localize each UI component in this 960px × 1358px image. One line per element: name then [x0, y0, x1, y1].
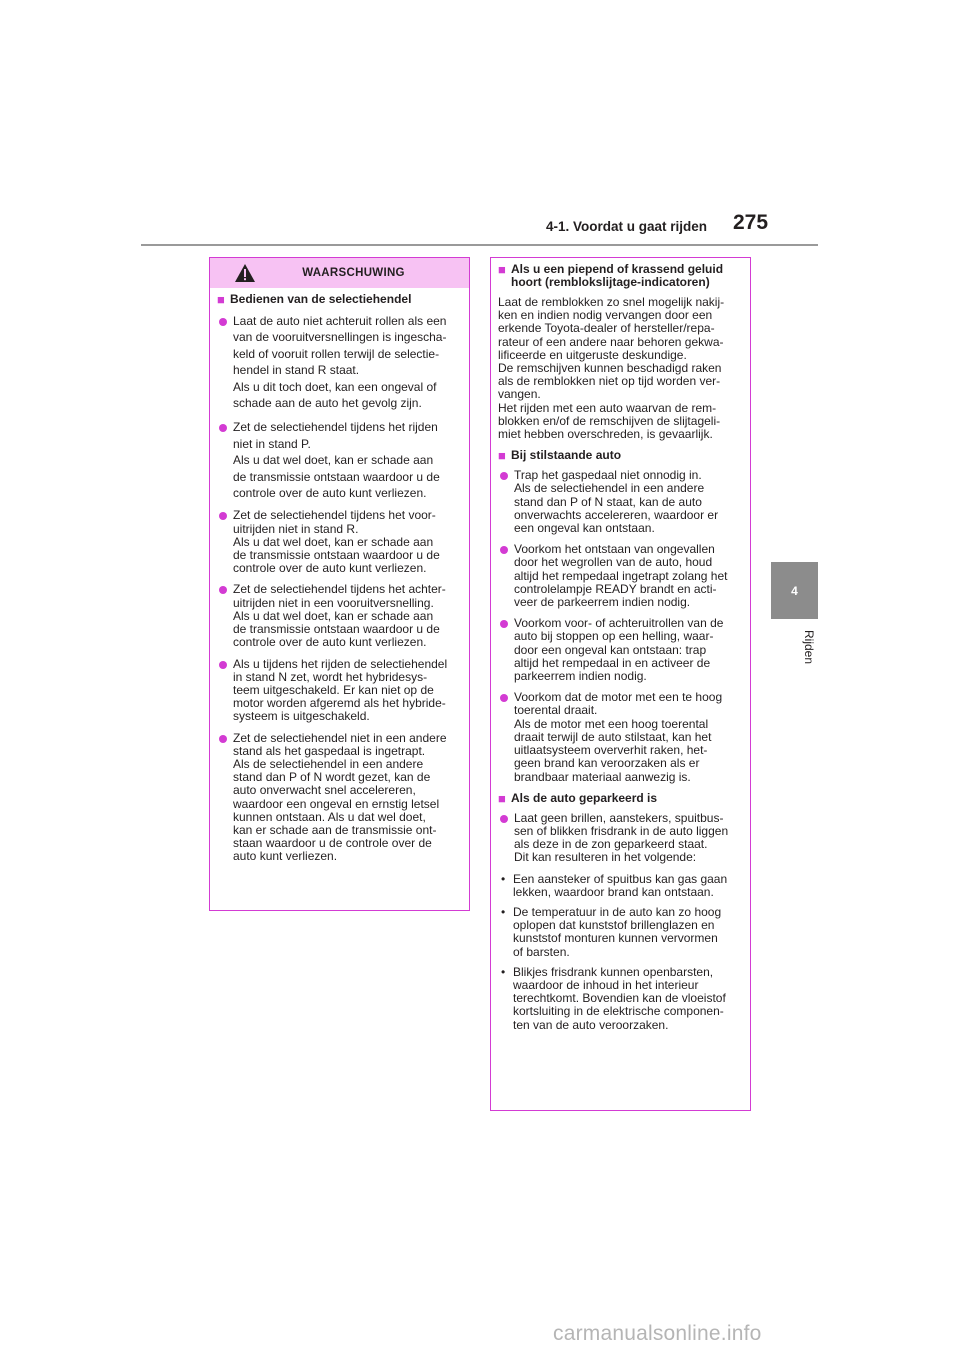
sub-bullet: [498, 966, 742, 1032]
warning-header: [210, 258, 469, 288]
round-bullet-icon: [219, 586, 227, 594]
sub-bullet-text: Een aansteker of spuitbus kan gas gaan lekken, waardoor brand kan ontstaan.: [513, 871, 728, 899]
round-bullet-icon: [500, 546, 508, 554]
small-bullet-icon: •: [501, 964, 506, 979]
square-bullet-icon: ■: [498, 448, 506, 464]
small-bullet-icon: •: [501, 904, 506, 919]
list-item: [217, 658, 461, 724]
list-item-text: Trap het gaspedaal niet onnodig in. Als de selectiehendel in een andere stand dan P of N staat, kan de auto onverwachts accelereren, waardoor er een ongeval kan ontstaan.: [514, 468, 719, 536]
section-title: 4-1. Voordat u gaat rijden: [546, 219, 708, 234]
chapter-tab: [771, 562, 818, 619]
list-item: [217, 419, 461, 501]
square-bullet-icon: ■: [217, 292, 225, 307]
section-heading-text: Als u een piepend of krassend geluid hoort (remblokslijtage-indicatoren): [511, 262, 724, 289]
list-item-text: Als u tijdens het rijden de selectiehendel in stand N zet, wordt het hybridesys- teem uitgeschakeld. Er kan niet op de motor worden afgeremd als het hybride- systeem is uitgeschakeld.: [233, 656, 448, 724]
round-bullet-icon: [219, 424, 227, 432]
page-number: 275: [733, 211, 769, 234]
chapter-number: 4: [791, 583, 798, 598]
round-bullet-icon: [219, 318, 227, 326]
header-divider: [141, 244, 818, 246]
section-heading-text: Als de auto geparkeerd is: [511, 790, 658, 805]
list-item: [498, 469, 742, 535]
round-bullet-icon: [500, 815, 508, 823]
paragraph: Laat de remblokken zo snel mogelijk nakij- ken en indien nodig vervangen door een erkende Toyota-dealer of hersteller/repa- rateur of een andere naar behoren gekwa- lificeerde en uitgeruste deskundige. De remschijven kunnen beschadigd raken als de remblokken niet op tijd worden ver- vangen. Het rijden met een auto waarvan de rem- blokken en/of de remschijven de slijtageli- miet hebben overschreden, is gevaarlijk.: [498, 295, 725, 442]
warning-box: [209, 257, 470, 911]
list-item-text: Zet de selectiehendel tijdens het voor- uitrijden niet in stand R. Als u dat wel doet, kan er schade aan de transmissie ontstaan waardoor u de controle over de auto kunt verliezen.: [233, 508, 440, 576]
list-item-text: Zet de selectiehendel tijdens het achter- uitrijden niet in een vooruitversnelling. Als u dat wel doet, kan er schade aan de transmissie ontstaan waardoor u de controle over de auto kunt verliezen.: [233, 582, 446, 650]
list-item: [498, 812, 742, 865]
round-bullet-icon: [219, 735, 227, 743]
list-item-text: Voorkom dat de motor met een te hoog toerental draait. Als de motor met een hoog toerental draait terwijl de auto stilstaat, kan het uitlaatsysteem oververhit raken, het- geen brand kan veroorzaken als er brandbaar materiaal aanwezig is.: [514, 690, 723, 784]
sub-bullet-text: Blikjes frisdrank kunnen openbarsten, waardoor de inhoud in het interieur terechtkomt. Bovendien kan de vloeistof kortsluiting in de elektrische componen- ten van de auto veroorzaken.: [513, 964, 726, 1032]
caution-box: [490, 257, 751, 1111]
section-heading: [217, 293, 461, 306]
section-heading: [498, 263, 742, 289]
round-bullet-icon: [500, 694, 508, 702]
section-heading-text: Bij stilstaande auto: [511, 448, 622, 463]
list-item: [498, 617, 742, 683]
list-item-text: Voorkom het ontstaan van ongevallen door het wegrollen van de auto, houd altijd het rempedaal ingetrapt zolang het controlelampje READY brandt en acti- veer de parkeerrem indien nodig.: [514, 542, 728, 610]
square-bullet-icon: ■: [498, 790, 506, 806]
small-bullet-icon: •: [501, 871, 506, 886]
sub-bullet: [498, 906, 742, 959]
sub-bullet-text: De temperatuur in de auto kan zo hoog oplopen dat kunststof brillenglazen en kunststof monturen kunnen vervormen of barsten.: [513, 904, 722, 959]
section-heading: [498, 449, 742, 462]
list-item-text: Zet de selectiehendel tijdens het rijden niet in stand P. Als u dat wel doet, kan er schade aan de transmissie ontstaan waardoor u de controle over de auto kunt verliezen.: [233, 420, 440, 501]
round-bullet-icon: [219, 512, 227, 520]
section-heading-text: Bedienen van de selectiehendel: [230, 292, 412, 306]
chapter-label: Rijden: [802, 630, 816, 665]
round-bullet-icon: [500, 620, 508, 628]
list-item: [217, 509, 461, 575]
list-item: [217, 313, 461, 411]
section-heading: [498, 792, 742, 805]
sub-bullet: [498, 873, 742, 899]
round-bullet-icon: [219, 661, 227, 669]
list-item: [217, 583, 461, 649]
watermark: carmanualsonline.info: [553, 1322, 762, 1345]
warning-triangle-icon: [234, 263, 256, 283]
list-item-text: Voorkom voor- of achteruitrollen van de auto bij stoppen op een helling, waar- door een ongeval kan ontstaan: trap altijd het rempedaal in en activeer de parkeerrem indien nodig.: [514, 616, 724, 684]
list-item: [498, 543, 742, 609]
list-item: [498, 691, 742, 783]
round-bullet-icon: [500, 472, 508, 480]
list-item-text: Zet de selectiehendel niet in een andere stand als het gaspedaal is ingetrapt. Als de selectiehendel in een andere stand dan P of N wordt gezet, kan de auto onverwacht snel accelereren, waardoor een ongeval en ernstig letsel kunnen ontstaan. Als u dat wel doet, kan er schade aan de transmissie ont- staan waardoor u de controle over de auto kunt verliezen.: [233, 730, 447, 864]
warning-title: WAARSCHUWING: [302, 267, 405, 279]
list-item-text: Laat de auto niet achteruit rollen als een van de vooruitversnellingen is ingescha- keld of vooruit rollen terwijl de selectie- hendel in stand R staat. Als u dit toch doet, kan een ongeval of schade aan de auto het gevolg zijn.: [233, 314, 447, 411]
list-item: [217, 732, 461, 864]
square-bullet-icon: ■: [498, 262, 506, 277]
list-item-text: Laat geen brillen, aanstekers, spuitbus- sen of blikken frisdrank in de auto liggen als deze in de zon geparkeerd staat. Dit kan resulteren in het volgende:: [514, 810, 729, 865]
